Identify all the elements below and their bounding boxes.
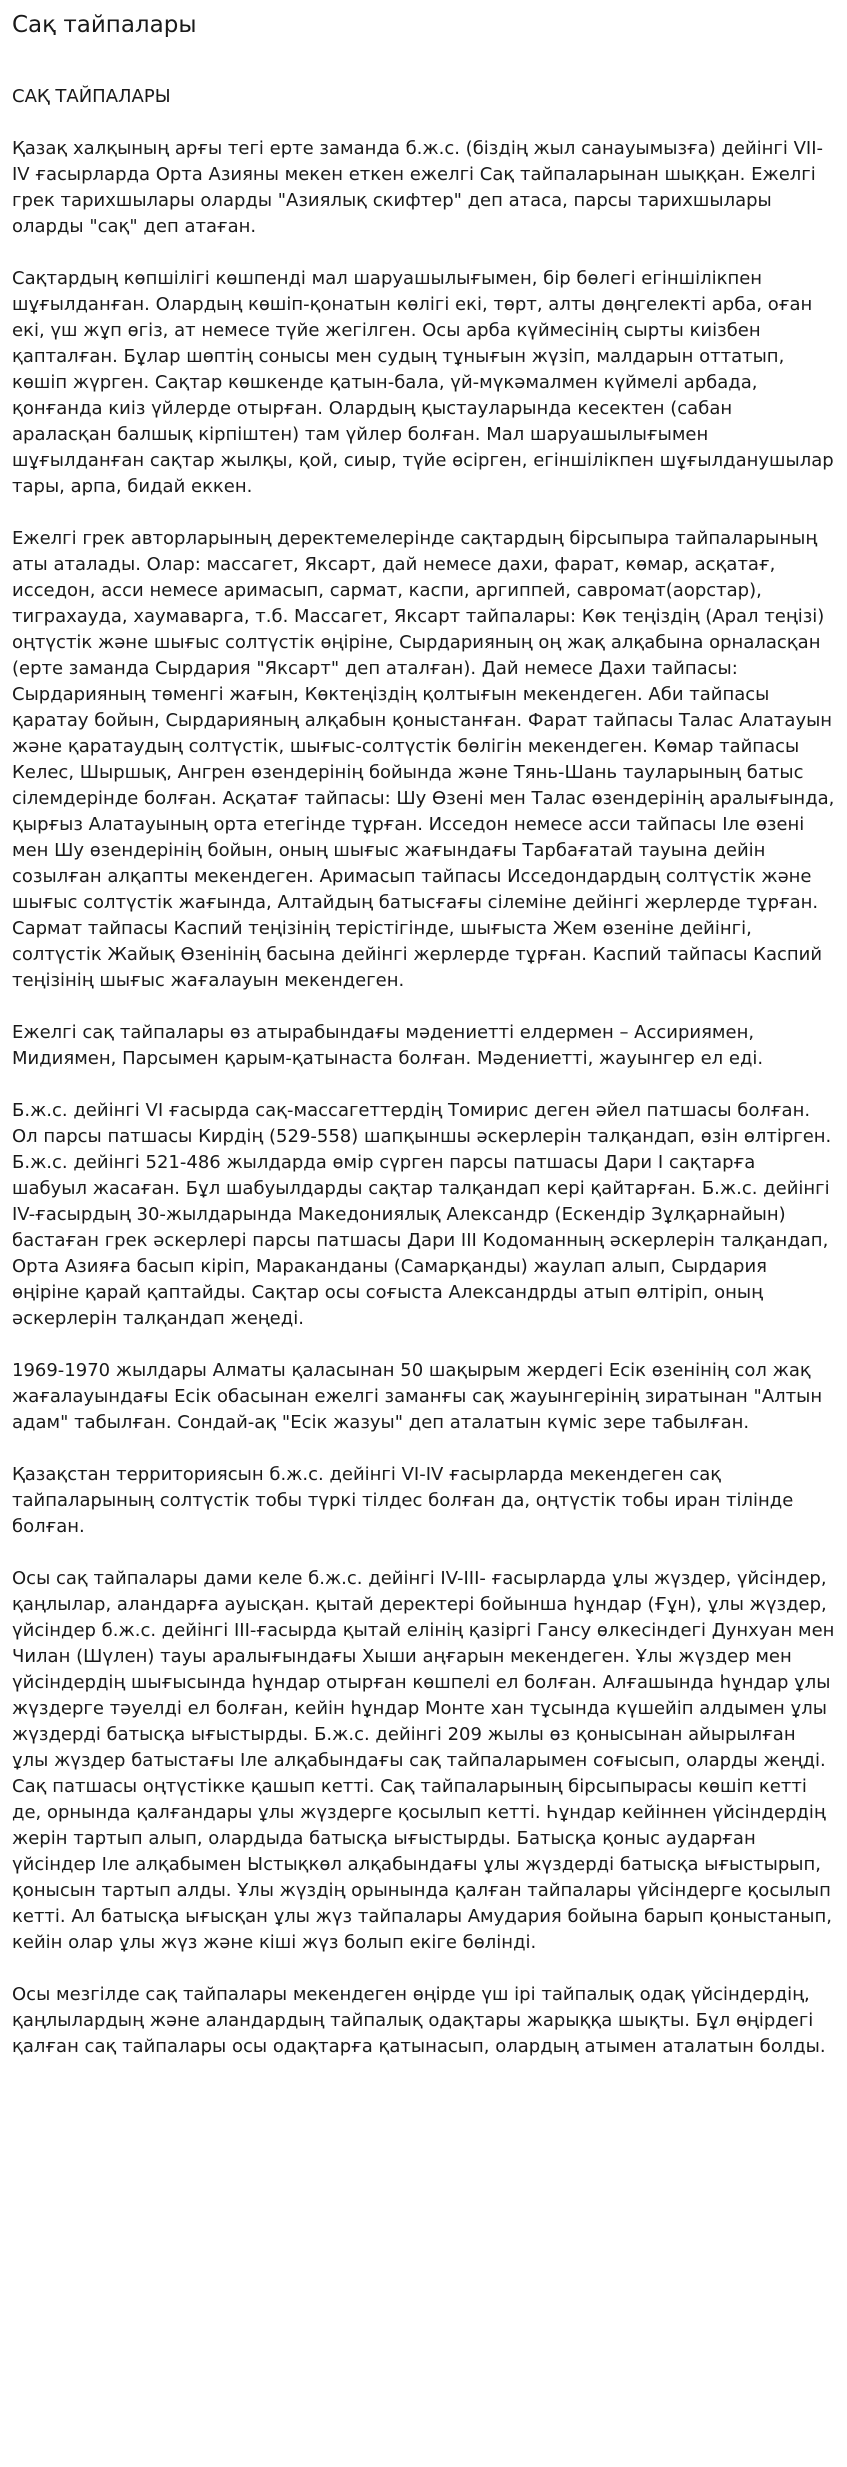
paragraph-relations: Ежелгі сақ тайпалары өз атырабындағы мәдениетті елдермен – Ассириямен, Мидиямен, Парсымен қарым-қатынаста болған. Мәдениетті, жауынгер ел еді. xyxy=(12,1022,764,1069)
paragraph-wars: Б.ж.с. дейінгі VI ғасырда сақ-массагеттердің Томирис деген әйел патшасы болған. Ол парсы патшасы Кирдің (529-558) шапқыншы әскерлерін талқандап, өзін өлтірген. Б.ж.с. дейінгі 521-486 жылдарда өмір сүрген парсы патшасы Дари I сақтарға шабуыл жасаған. Бұл шабуылдарды сақтар талқандап кері қайтарған. Б.ж.с. дейінгі IV-ғасырдың 30-жылдарында Македониялық Александр (Ескендір Зұлқарнайын) бастаған грек әскерлері парсы патшасы Дари III Кодоманның әскерлерін талқандап, Орта Азияға басып кіріп, Мараканданы (Самарқанды) жаулап алып, Сырдария өңіріне қарай қаптайды. Сақтар осы соғыста Александрды атып өлтіріп, оның әскерлерін талқандап жеңеді. xyxy=(12,1100,832,1329)
paragraph-origin: Қазақ халқының арғы тегі ерте заманда б.ж.с. (біздің жыл санауымызға) дейінгі VII-IV ғасырларда Орта Азияны мекен еткен ежелгі Сақ тайпаларынан шыққан. Ежелгі грек тарихшылары оларды "Азиялық скифтер" деп атаса, парсы тарихшылары оларды "сақ" деп атаған. xyxy=(12,138,824,237)
paragraph-languages: Қазақстан территориясын б.ж.с. дейінгі VI-IV ғасырларда мекендеген сақ тайпаларының солтүстік тобы түркі тілдес болған да, оңтүстік тобы иран тілінде болған. xyxy=(12,1464,794,1537)
paragraph-tribes: Ежелгі грек авторларының деректемелерінде сақтардың бірсыпыра тайпаларының аты аталады. Олар: массагет, Яксарт, дай немесе дахи, фарат, көмар, асқатағ, исседон, асси немесе аримасып, сармат, каспи, аргиппей, савромат(аорстар), тиграхауда, хаумаварга, т.б. Массагет, Яксарт тайпалары: Көк теңіздің (Арал теңізі) оңтүстік және шығыс солтүстік өңіріне, Сырдарияның оң жақ алқабына орналасқан (ерте заманда Сырдария "Яксарт" деп аталған). Дай немесе Дахи тайпасы: Сырдарияның төменгі жағын, Көктеңіздің қолтығын мекендеген. Аби тайпасы қаратау бойын, Сырдарияның алқабын қоныстанған. Фарат тайпасы Талас Алатауын және қаратаудың солтүстік, шығыс-солтүстік бөлігін мекендеген. Көмар тайпасы Келес, Шыршық, Ангрен өзендерінің бойында және Тянь-Шань тауларының батыс сілемдерінде болған. Асқатағ тайпасы: Шу Өзені мен Талас өзендерінің аралығында, қырғыз Алатауының орта етегінде тұрған. Исседон немесе асси тайпасы Іле өзені мен Шу өзендерінің бойын, оның шығыс жағындағы Тарбағатай тауына дейін созылған алқапты мекендеген. Аримасып тайпасы Исседондардың солтүстік және шығыс солтүстік жағында, Алтайдың батысғағы сілеміне дейінгі жерлерде тұрған. Сармат тайпасы Каспий теңізінің терістігінде, шығыста Жем өзеніне дейінгі, солтүстік Жайық Өзенінің басына дейінгі жерлерде тұрған. Каспий тайпасы Каспий теңізінің шығыс жағалауын мекендеген. xyxy=(12,528,835,991)
page xyxy=(0,11,847,2060)
paragraph-unions: Осы мезгілде сақ тайпалары мекендеген өңірде үш ірі тайпалық одақ үйсіндердің, қаңлылардың және аландардың тайпалық одақтары жарыққа шықты. Бұл өңірдегі қалған сақ тайпалары осы одақтарға қатынасып, олардың атымен аталатын болды. xyxy=(12,1984,826,2057)
paragraph-golden-man: 1969-1970 жылдары Алматы қаласынан 50 шақырым жердегі Есік өзенінің сол жақ жағалауындағы Есік обасынан ежелгі заманғы сақ жауынгерінің зиратынан "Алтын адам" табылған. Сондай-ақ "Есік жазуы" деп аталатын күміс зере табылған. xyxy=(12,1360,823,1433)
page-title: Сақ тайпалары xyxy=(12,12,197,38)
paragraph-lifestyle: Сақтардың көпшілігі көшпенді мал шаруашылығымен, бір бөлегі егіншілікпен шұғылданған. Олардың көшіп-қонатын көлігі екі, төрт, алты дөңгелекті арба, оған екі, үш жұп өгіз, ат немесе түйе жегілген. Осы арба күймесінің сырты киізбен қапталған. Бұлар шөптің сонысы мен судың тұнығын жүзіп, малдарын оттатып, көшіп жүрген. Сақтар көшкенде қатын-бала, үй-мүкәмалмен күймелі арбада, қонғанда киіз үйлерде отырған. Олардың қыстауларында кесектен (сабан араласқан балшық кірпіштен) там үйлер болған. Мал шаруашылығымен шұғылданған сақтар жылқы, қой, сиыр, түйе өсірген, егіншілікпен шұғылданушылар тары, арпа, бидай еккен. xyxy=(12,268,834,497)
document-heading: САҚ ТАЙПАЛАРЫ xyxy=(12,86,171,107)
paragraph-migrations: Осы сақ тайпалары дами келе б.ж.с. дейінгі IV-III- ғасырларда ұлы жүздер, үйсіндер, қаңлылар, аландарға ауысқан. қытай деректері бойынша һұндар (Ғұн), ұлы жүздер, үйсіндер б.ж.с. дейінгі III-ғасырда қытай елінің қазіргі Гансу өлкесіндегі Дунхуан мен Чилан (Шүлен) тауы аралығындағы Хыши аңғарын мекендеген. Ұлы жүздер мен үйсіндердің шығысында һұндар отырған көшпелі ел болған. Алғашында һұндар ұлы жүздерге тәуелді ел болған, кейін һұндар Монте хан тұсында күшейіп алдымен ұлы жүздерді батысқа ығыстырды. Б.ж.с. дейінгі 209 жылы өз қонысынан айырылған ұлы жүздер батыстағы Іле алқабындағы сақ тайпаларымен соғысып, оларды жеңді. Сақ патшасы оңтүстікке қашып кетті. Сақ тайпаларының бірсыпырасы көшіп кетті де, орнында қалғандары ұлы жүздерге қосылып кетті. Һұндар кейіннен үйсіндердің жерін тартып алып, олардыда батысқа ығыстырды. Батысқа қоныс аударған үйсіндер Іле алқабымен Ыстықкөл алқабындағы ұлы жүздерді батысқа ығыстырып, қонысын тартып алды. Ұлы жүздің орынында қалған тайпалары үйсіндерге қосылып кетті. Ал батысқа ығысқан ұлы жүз тайпалары Амудария бойына барып қоныстанып, кейін олар ұлы жүз және кіші жүз болып екіге бөлінді. xyxy=(12,1568,835,1953)
